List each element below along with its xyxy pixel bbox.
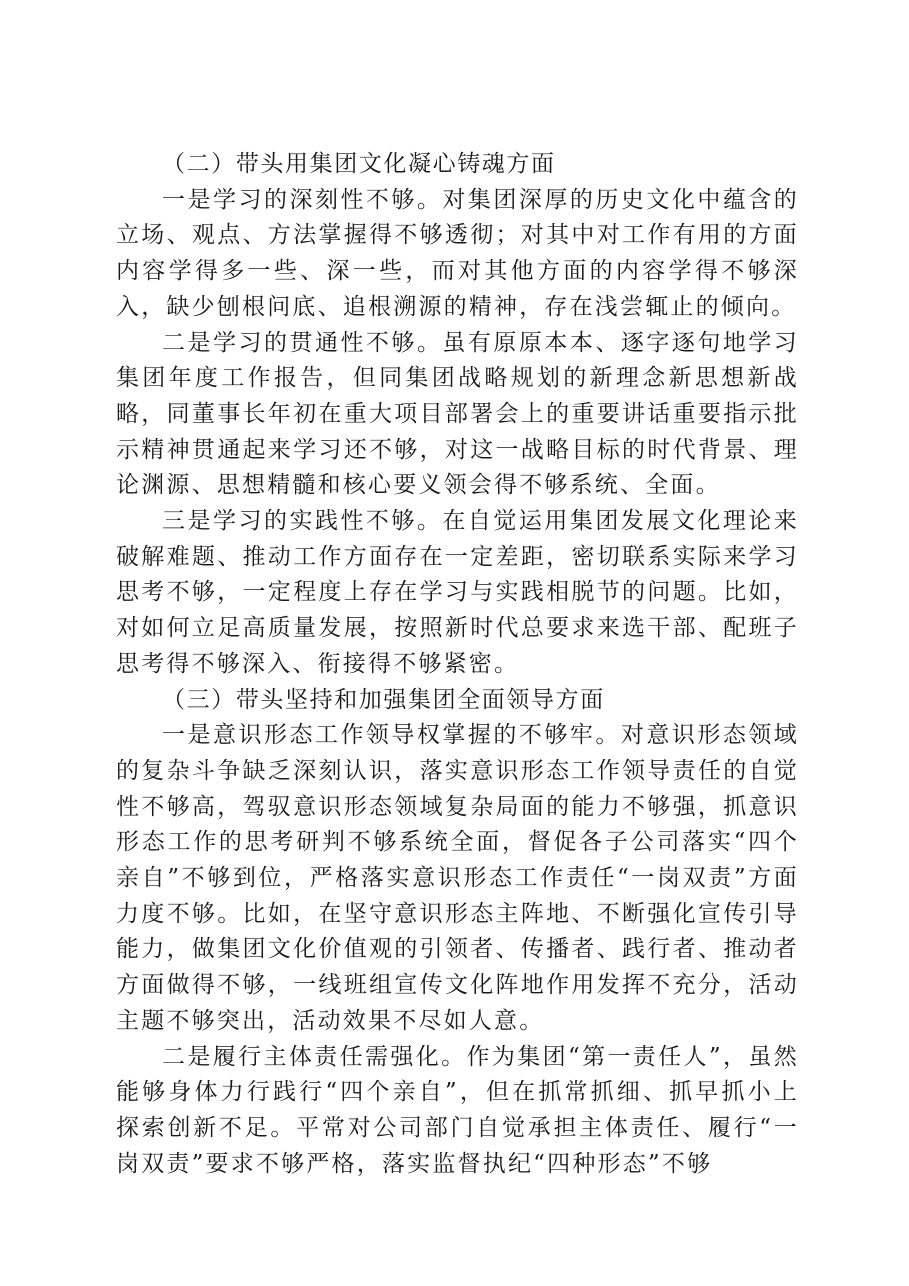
body-paragraph: 三是学习的实践性不够。在自觉运用集团发展文化理论来破解难题、推动工作方面存在一定差距，密切联系实际来学习思考不够，一定程度上存在学习与实践相脱节的问题。比如，对如何立足高质量发展，按照新时代总要求来选干部、配班子思考得不够深入、衔接得不够紧密。 (116, 508, 799, 677)
document-body (116, 147, 799, 1182)
section-heading-three: （三）带头坚持和加强集团全面领导方面 (162, 686, 605, 713)
section-heading-two: （二）带头用集团文化凝心铸魂方面 (162, 151, 556, 177)
body-paragraph: 二是履行主体责任需强化。作为集团“第一责任人”，虽然能够身体力行践行“四个亲自”，但在抓常抓细、抓早抓小上探索创新不足。平常对公司部门自觉承担主体责任、履行“一岗双责”要求不够严格，落实监督执纪“四种形态”不够 (116, 1043, 799, 1177)
body-paragraph: 二是学习的贯通性不够。虽有原原本本、逐字逐句地学习集团年度工作报告，但同集团战略规划的新理念新思想新战略，同董事长年初在重大项目部署会上的重要讲话重要指示批示精神贯通起来学习还不够，对这一战略目标的时代背景、理论渊源、思想精髓和核心要义领会得不够系统、全面。 (116, 329, 799, 499)
body-paragraph: 一是学习的深刻性不够。对集团深厚的历史文化中蕴含的立场、观点、方法掌握得不够透彻；对其中对工作有用的方面内容学得多一些、深一些，而对其他方面的内容学得不够深入，缺少刨根问底、追根溯源的精神，存在浅尝辄止的倾向。 (116, 186, 799, 320)
body-paragraph: 一是意识形态工作领导权掌握的不够牢。对意识形态领域的复杂斗争缺乏深刻认识，落实意识形态工作领导责任的自觉性不够高，驾驭意识形态领域复杂局面的能力不够强，抓意识形态工作的思考研判不够系统全面，督促各子公司落实“四个亲自”不够到位，严格落实意识形态工作责任“一岗双责”方面力度不够。比如，在坚守意识形态主阵地、不断强化宣传引导能力，做集团文化价值观的引领者、传播者、践行者、推动者方面做得不够，一线班组宣传文化阵地作用发挥不充分，活动主题不够突出，活动效果不尽如人意。 (116, 722, 799, 1034)
